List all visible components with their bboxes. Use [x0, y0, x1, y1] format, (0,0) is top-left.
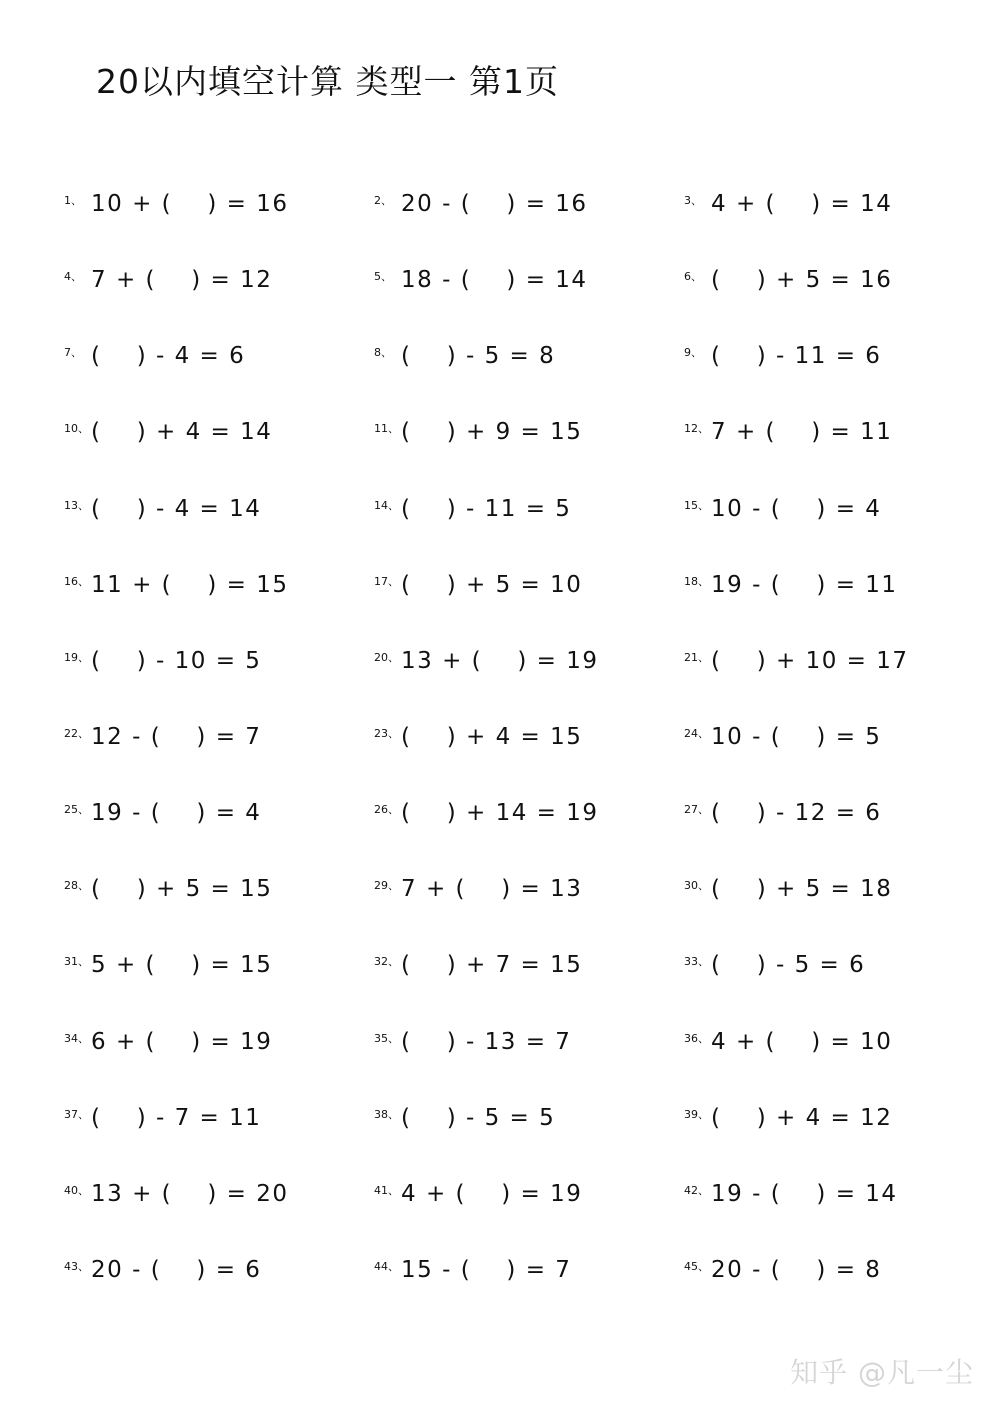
problem-item	[374, 789, 684, 837]
problem-expression: 6 + ( ) = 19	[91, 1028, 273, 1055]
problem-expression: 10 - ( ) = 4	[711, 495, 882, 522]
problem-number: 5、	[374, 270, 392, 284]
problem-number: 4、	[64, 270, 82, 284]
problem-number: 2、	[374, 194, 392, 207]
problem-expression: ( ) + 14 = 19	[401, 800, 599, 827]
problem-expression: ( ) + 5 = 15	[91, 876, 273, 903]
problem-number: 9、	[684, 346, 702, 360]
problem-number: 31、	[64, 955, 89, 969]
problem-expression: 7 + ( ) = 13	[401, 876, 583, 903]
problem-number: 44、	[374, 1259, 399, 1273]
problem-item	[374, 1170, 684, 1218]
problem-number: 45、	[684, 1259, 709, 1273]
problem-number: 36、	[684, 1031, 709, 1045]
problem-number: 11、	[374, 422, 399, 436]
problem-expression: 18 - ( ) = 14	[401, 267, 588, 294]
problem-item	[64, 256, 374, 304]
problem-number: 12、	[684, 422, 709, 436]
problem-number: 35、	[374, 1031, 399, 1045]
problem-number: 37、	[64, 1107, 89, 1121]
problem-item	[64, 1018, 374, 1066]
problem-expression: ( ) + 5 = 18	[711, 876, 893, 903]
problem-expression: ( ) - 10 = 5	[91, 647, 262, 674]
problem-item	[684, 1018, 964, 1066]
problem-number: 39、	[684, 1107, 709, 1121]
problem-number: 41、	[374, 1183, 399, 1197]
problem-expression: ( ) + 9 = 15	[401, 419, 583, 446]
problem-number: 24、	[684, 726, 709, 740]
problem-expression: 11 + ( ) = 15	[91, 571, 289, 598]
problem-expression: ( ) + 4 = 14	[91, 419, 273, 446]
problem-item	[684, 637, 964, 685]
problem-item	[374, 713, 684, 761]
problem-number: 28、	[64, 879, 89, 893]
problem-expression: 19 - ( ) = 14	[711, 1180, 898, 1207]
problem-expression: ( ) + 5 = 16	[711, 267, 893, 294]
problem-number: 6、	[684, 270, 702, 284]
watermark: 知乎 @凡一尘	[790, 1356, 974, 1389]
problem-number: 25、	[64, 803, 89, 817]
problem-item	[684, 408, 964, 456]
problem-number: 14、	[374, 498, 399, 512]
problem-expression: ( ) - 11 = 5	[401, 495, 572, 522]
problem-item	[684, 713, 964, 761]
problem-expression: 10 - ( ) = 5	[711, 723, 882, 750]
problem-item	[684, 561, 964, 609]
problem-expression: ( ) - 5 = 5	[401, 1104, 556, 1131]
problem-item	[374, 561, 684, 609]
problem-expression: 19 - ( ) = 11	[711, 571, 898, 598]
problem-item	[64, 408, 374, 456]
problem-number: 21、	[684, 650, 709, 664]
problem-item	[64, 637, 374, 685]
problem-number: 23、	[374, 726, 399, 740]
problem-item	[64, 1094, 374, 1142]
problem-expression: 10 + ( ) = 16	[91, 191, 289, 217]
problem-number: 15、	[684, 498, 709, 512]
problem-number: 17、	[374, 574, 399, 588]
problem-number: 13、	[64, 498, 89, 512]
problem-expression: ( ) - 11 = 6	[711, 343, 882, 370]
problem-item	[684, 180, 964, 228]
problem-item	[64, 713, 374, 761]
problem-expression: 20 - ( ) = 16	[401, 191, 588, 217]
problem-expression: ( ) - 4 = 14	[91, 495, 262, 522]
problem-expression: 5 + ( ) = 15	[91, 952, 273, 979]
problem-expression: 4 + ( ) = 14	[711, 191, 893, 217]
problem-item	[374, 180, 684, 228]
problem-item	[684, 941, 964, 989]
problem-item	[684, 332, 964, 380]
problem-number: 30、	[684, 879, 709, 893]
problem-expression: 4 + ( ) = 19	[401, 1180, 583, 1207]
problem-number: 33、	[684, 955, 709, 969]
problem-item	[64, 332, 374, 380]
problem-number: 19、	[64, 650, 89, 664]
problem-grid	[64, 180, 964, 1322]
problem-expression: 20 - ( ) = 6	[91, 1256, 262, 1283]
problem-expression: ( ) - 7 = 11	[91, 1104, 262, 1131]
problem-number: 34、	[64, 1031, 89, 1045]
problem-number: 18、	[684, 574, 709, 588]
problem-item	[64, 789, 374, 837]
problem-expression: 20 - ( ) = 8	[711, 1256, 882, 1283]
problem-item	[684, 1094, 964, 1142]
problem-number: 32、	[374, 955, 399, 969]
problem-number: 16、	[64, 574, 89, 588]
problem-expression: 13 + ( ) = 19	[401, 647, 599, 674]
problem-item	[64, 485, 374, 533]
problem-item	[374, 941, 684, 989]
problem-expression: ( ) - 5 = 8	[401, 343, 556, 370]
problem-item	[374, 865, 684, 913]
problem-item	[374, 1246, 684, 1294]
problem-item	[684, 1170, 964, 1218]
problem-expression: 7 + ( ) = 11	[711, 419, 893, 446]
problem-expression: ( ) + 10 = 17	[711, 647, 909, 674]
problem-number: 27、	[684, 803, 709, 817]
problem-number: 7、	[64, 346, 82, 360]
problem-expression: ( ) + 5 = 10	[401, 571, 583, 598]
problem-number: 26、	[374, 803, 399, 817]
problem-expression: 19 - ( ) = 4	[91, 800, 262, 827]
problem-item	[64, 1246, 374, 1294]
problem-item	[374, 637, 684, 685]
problem-item	[684, 789, 964, 837]
problem-expression: ( ) - 4 = 6	[91, 343, 246, 370]
problem-expression: ( ) + 7 = 15	[401, 952, 583, 979]
problem-item	[684, 485, 964, 533]
problem-expression: ( ) + 4 = 12	[711, 1104, 893, 1131]
problem-item	[64, 1170, 374, 1218]
problem-item	[684, 865, 964, 913]
problem-expression: ( ) - 13 = 7	[401, 1028, 572, 1055]
problem-item	[64, 941, 374, 989]
problem-expression: ( ) - 12 = 6	[711, 800, 882, 827]
problem-expression: 4 + ( ) = 10	[711, 1028, 893, 1055]
problem-item	[684, 1246, 964, 1294]
problem-expression: ( ) + 4 = 15	[401, 723, 583, 750]
problem-number: 3、	[684, 194, 702, 207]
problem-item	[374, 408, 684, 456]
problem-item	[374, 1094, 684, 1142]
problem-item	[374, 485, 684, 533]
problem-number: 42、	[684, 1183, 709, 1197]
problem-expression: 12 - ( ) = 7	[91, 723, 262, 750]
problem-item	[64, 180, 374, 228]
problem-number: 29、	[374, 879, 399, 893]
page-title: 20以内填空计算 类型一 第1页	[96, 62, 559, 101]
problem-expression: 7 + ( ) = 12	[91, 267, 273, 294]
problem-item	[64, 865, 374, 913]
problem-number: 22、	[64, 726, 89, 740]
problem-item	[374, 332, 684, 380]
problem-number: 38、	[374, 1107, 399, 1121]
problem-number: 40、	[64, 1183, 89, 1197]
problem-item	[374, 256, 684, 304]
problem-expression: 15 - ( ) = 7	[401, 1256, 572, 1283]
problem-number: 43、	[64, 1259, 89, 1273]
problem-item	[64, 561, 374, 609]
problem-number: 8、	[374, 346, 392, 360]
problem-expression: ( ) - 5 = 6	[711, 952, 866, 979]
problem-number: 20、	[374, 650, 399, 664]
problem-number: 1、	[64, 194, 82, 207]
problem-item	[374, 1018, 684, 1066]
problem-number: 10、	[64, 422, 89, 436]
problem-item	[684, 256, 964, 304]
problem-expression: 13 + ( ) = 20	[91, 1180, 289, 1207]
